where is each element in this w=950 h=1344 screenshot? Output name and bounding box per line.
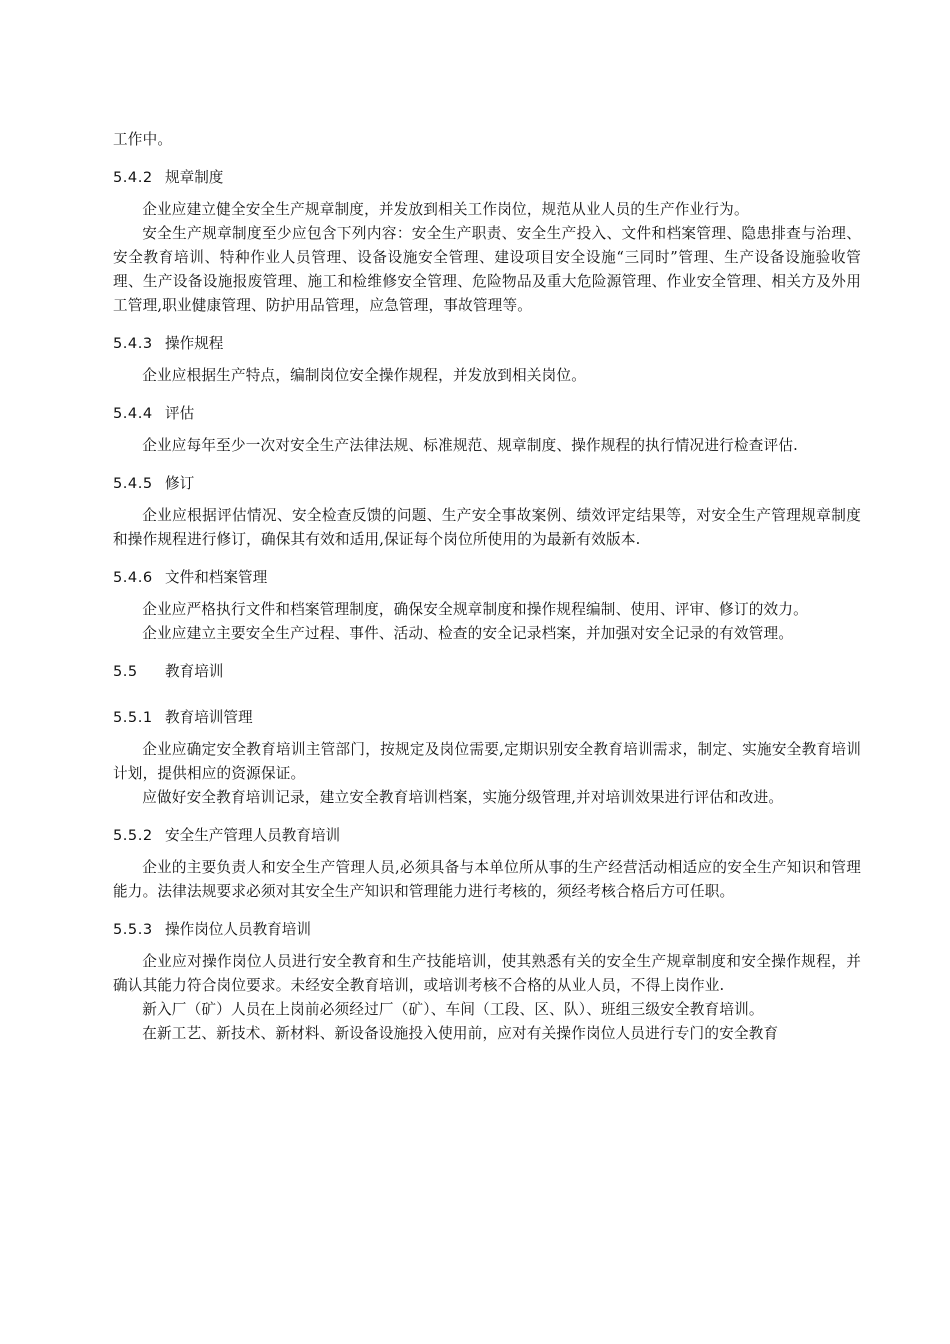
spacer — [113, 496, 861, 504]
paragraph: 企业应建立健全安全生产规章制度，并发放到相关工作岗位，规范从业人员的生产作业行为。 — [142, 201, 749, 218]
paragraph: 在新工艺、新技术、新材料、新设备设施投入使用前，应对有关操作岗位人员进行专门的安全教育 — [142, 1025, 779, 1042]
section-heading — [113, 918, 861, 942]
section-number: 5.4.6 — [113, 569, 153, 586]
spacer — [113, 646, 861, 660]
section-heading — [113, 706, 861, 730]
paragraph: 工作中。 — [113, 131, 173, 148]
spacer — [113, 730, 861, 738]
section-heading — [113, 402, 861, 426]
section-title: 安全生产管理人员教育培训 — [165, 827, 341, 844]
section-title: 修订 — [165, 475, 195, 492]
section-title: 评估 — [165, 405, 195, 422]
paragraph: 企业应每年至少一次对安全生产法律法规、标准规范、规章制度、操作规程的执行情况进行检查评估. — [142, 437, 798, 454]
spacer — [113, 684, 861, 692]
section-number: 5.5.1 — [113, 709, 153, 726]
spacer — [113, 810, 861, 824]
section-number: 5.4.5 — [113, 475, 153, 492]
paragraph: 企业应确定安全教育培训主管部门，按规定及岗位需要,定期识别安全教育培训需求，制定、实施安全教育培训计划，提供相应的资源保证。 — [113, 741, 861, 782]
spacer — [113, 904, 861, 918]
paragraph: 安全生产规章制度至少应包含下列内容：安全生产职责、安全生产投入、文件和档案管理、隐患排查与治理、安全教育培训、特种作业人员管理、设备设施安全管理、建设项目安全设施“三同时”管理、生产设备设施验收管理、生产设备设施报废管理、施工和检维修安全管理、危险物品及重大危险源管理、作业安全管理、相关方及外用工管理,职业健康管理、防护用品管理，应急管理，事故管理等。 — [113, 225, 861, 314]
section-number: 5.4.3 — [113, 335, 153, 352]
section-heading — [113, 566, 861, 590]
section-title: 操作规程 — [165, 335, 224, 352]
section-heading — [113, 472, 861, 496]
spacer — [113, 152, 861, 166]
spacer — [113, 552, 861, 566]
spacer — [113, 426, 861, 434]
spacer — [113, 458, 861, 472]
section-title: 规章制度 — [165, 169, 224, 186]
section-number: 5.5 — [113, 663, 138, 680]
spacer — [113, 318, 861, 332]
spacer — [113, 356, 861, 364]
section-number: 5.5.2 — [113, 827, 153, 844]
section-heading — [113, 824, 861, 848]
section-number: 5.4.4 — [113, 405, 153, 422]
spacer — [113, 942, 861, 950]
section-heading — [113, 332, 861, 356]
spacer — [113, 848, 861, 856]
spacer — [113, 190, 861, 198]
section-number: 5.5.3 — [113, 921, 153, 938]
section-heading — [113, 166, 861, 190]
paragraph: 企业应根据生产特点，编制岗位安全操作规程，并发放到相关岗位。 — [142, 367, 587, 384]
paragraph: 企业应严格执行文件和档案管理制度，确保安全规章制度和操作规程编制、使用、评审、修订的效力。 — [142, 601, 808, 618]
paragraph: 新入厂（矿）人员在上岗前必须经过厂（矿）、车间（工段、区、队）、班组三级安全教育培训。 — [142, 1001, 764, 1018]
paragraph: 企业应根据评估情况、安全检查反馈的问题、生产安全事故案例、绩效评定结果等，对安全生产管理规章制度和操作规程进行修订，确保其有效和适用,保证每个岗位所使用的为最新有效版本. — [113, 507, 861, 548]
section-number: 5.4.2 — [113, 169, 153, 186]
section-title: 教育培训 — [165, 663, 224, 680]
spacer — [113, 590, 861, 598]
paragraph: 企业应对操作岗位人员进行安全教育和生产技能培训，使其熟悉有关的安全生产规章制度和安全操作规程，并确认其能力符合岗位要求。未经安全教育培训，或培训考核不合格的从业人员，不得上岗作业. — [113, 953, 861, 994]
paragraph: 应做好安全教育培训记录，建立安全教育培训档案，实施分级管理,并对培训效果进行评估和改进。 — [142, 789, 784, 806]
paragraph: 企业的主要负责人和安全生产管理人员,必须具备与本单位所从事的生产经营活动相适应的安全生产知识和管理能力。法律法规要求必须对其安全生产知识和管理能力进行考核的，须经考核合格后方可任职。 — [113, 859, 861, 900]
section-title: 教育培训管理 — [165, 709, 253, 726]
section-title: 操作岗位人员教育培训 — [165, 921, 311, 938]
spacer — [113, 692, 861, 706]
spacer — [113, 388, 861, 402]
paragraph: 企业应建立主要安全生产过程、事件、活动、检查的安全记录档案，并加强对安全记录的有效管理。 — [142, 625, 794, 642]
document-body — [113, 128, 861, 1046]
section-title: 文件和档案管理 — [165, 569, 268, 586]
section-heading — [113, 660, 861, 684]
